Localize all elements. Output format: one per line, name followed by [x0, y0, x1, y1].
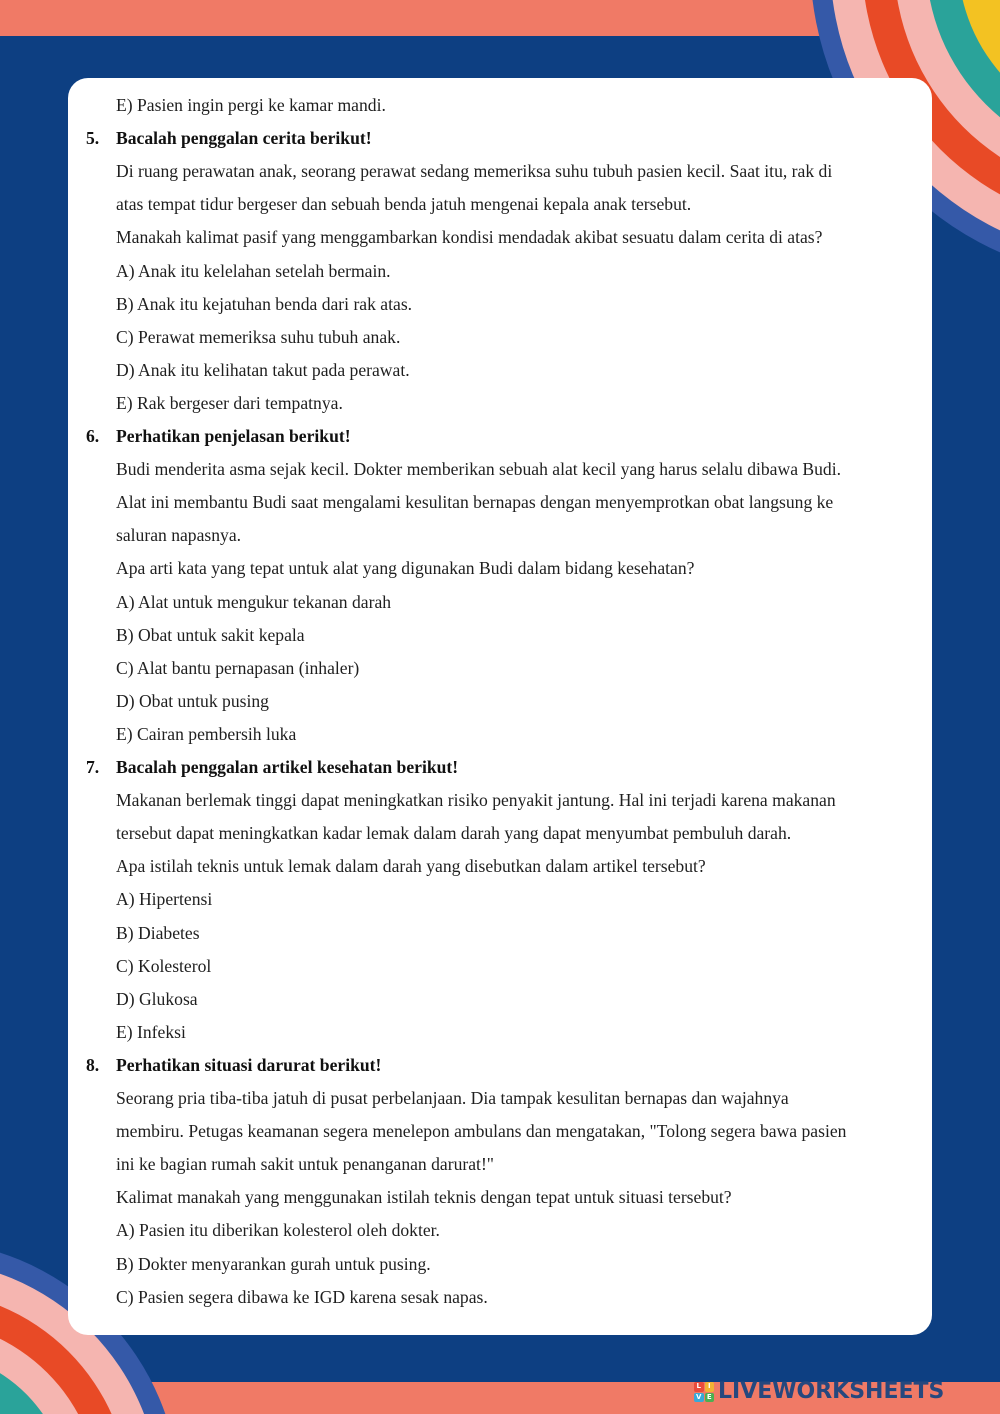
text-line: [116, 1219, 916, 1241]
line-text: C) Pasien segera dibawa ke IGD karena sesak napas.: [116, 1286, 488, 1307]
brand-name: LIVEWORKSHEETS: [718, 1379, 945, 1404]
text-line: [116, 822, 916, 844]
logo-tile: I: [705, 1382, 715, 1392]
text-line: [116, 359, 916, 381]
line-text: B) Anak itu kejatuhan benda dari rak atas.: [116, 293, 413, 314]
line-text: B) Diabetes: [116, 922, 200, 943]
line-text: E) Rak bergeser dari tempatnya.: [116, 392, 343, 413]
question-title: Bacalah penggalan artikel kesehatan berikut!: [116, 757, 459, 777]
text-line: [116, 657, 916, 679]
text-line: [116, 557, 916, 579]
text-line: [116, 458, 916, 480]
logo-tile: L: [694, 1382, 704, 1392]
line-text: A) Alat untuk mengukur tekanan darah: [116, 591, 392, 612]
question-title: Perhatikan penjelasan berikut!: [116, 426, 351, 446]
text-line: [116, 690, 916, 712]
text-line: [116, 193, 916, 215]
line-text: D) Obat untuk pusing: [116, 690, 269, 711]
line-text: A) Pasien itu diberikan kolesterol oleh dokter.: [116, 1220, 440, 1241]
question-number: 8.: [86, 1054, 100, 1075]
liveworksheets-brand[interactable]: [694, 1378, 944, 1406]
line-text: E) Pasien ingin pergi ke kamar mandi.: [116, 95, 386, 115]
line-text: Seorang pria tiba-tiba jatuh di pusat perbelanjaan. Dia tampak kesulitan bernapas dan wajahnya: [116, 1088, 789, 1108]
text-line: [116, 1021, 916, 1043]
question-number: 6.: [86, 426, 100, 446]
text-line: [116, 955, 916, 977]
text-line: [116, 260, 916, 282]
line-text: ini ke bagian rumah sakit untuk penanganan darurat!": [116, 1154, 494, 1175]
text-line: [116, 1186, 916, 1208]
text-line: [116, 1087, 916, 1109]
line-text: C) Kolesterol: [116, 955, 212, 976]
text-line: [116, 1120, 916, 1142]
text-line: [116, 591, 916, 613]
line-text: D) Anak itu kelihatan takut pada perawat.: [116, 359, 410, 380]
line-text: A) Anak itu kelelahan setelah bermain.: [116, 260, 391, 281]
text-line: [116, 326, 916, 348]
logo-tile: E: [705, 1393, 715, 1403]
line-text: Makanan berlemak tinggi dapat meningkatkan risiko penyakit jantung. Hal ini terjadi karena makanan: [116, 790, 836, 811]
question-number: 7.: [86, 757, 100, 777]
question-heading: [86, 127, 916, 149]
question-number: 5.: [86, 128, 100, 149]
text-line: [116, 293, 916, 315]
line-text: C) Perawat memeriksa suhu tubuh anak.: [116, 326, 401, 347]
question-heading: [86, 1054, 916, 1076]
text-line: [116, 491, 916, 513]
line-text: Alat ini membantu Budi saat mengalami kesulitan bernapas dengan menyemprotkan obat langsung ke: [116, 492, 834, 513]
text-line: [116, 855, 916, 877]
text-line: [116, 1253, 916, 1275]
text-line: [116, 888, 916, 910]
text-line: [116, 624, 916, 646]
text-line: [116, 1286, 916, 1308]
line-text: atas tempat tidur bergeser dan sebuah benda jatuh mengenai kepala anak tersebut.: [116, 194, 692, 215]
line-text: saluran napasnya.: [116, 525, 242, 546]
text-line: [116, 789, 916, 811]
line-text: C) Alat bantu pernapasan (inhaler): [116, 657, 360, 678]
line-text: B) Obat untuk sakit kepala: [116, 624, 305, 645]
worksheet-card: [68, 78, 932, 1335]
text-line: [116, 723, 916, 745]
line-text: E) Infeksi: [116, 1021, 186, 1042]
liveworksheets-logo-icon: [694, 1382, 714, 1402]
text-line: [116, 922, 916, 944]
text-line: [116, 524, 916, 546]
line-text: D) Glukosa: [116, 988, 198, 1009]
text-line: [116, 1153, 916, 1175]
text-line: [116, 392, 916, 414]
text-line: [116, 160, 916, 182]
question-heading: [86, 425, 916, 447]
line-text: tersebut dapat meningkatkan kadar lemak dalam darah yang dapat menyumbat pembuluh darah.: [116, 823, 792, 844]
line-text: membiru. Petugas keamanan segera menelepon ambulans dan mengatakan, "Tolong segera bawa pasien: [116, 1121, 847, 1142]
question-title: Perhatikan situasi darurat berikut!: [116, 1054, 382, 1075]
text-line: [116, 988, 916, 1010]
text-line: [116, 94, 916, 116]
logo-tile: V: [694, 1393, 704, 1403]
text-line: [116, 226, 916, 248]
line-text: A) Hipertensi: [116, 889, 213, 910]
line-text: Kalimat manakah yang menggunakan istilah teknis dengan tepat untuk situasi tersebut?: [116, 1187, 732, 1208]
line-text: Budi menderita asma sejak kecil. Dokter memberikan sebuah alat kecil yang harus selalu dibawa Budi.: [116, 459, 842, 480]
line-text: B) Dokter menyarankan gurah untuk pusing.: [116, 1253, 431, 1274]
line-text: E) Cairan pembersih luka: [116, 723, 297, 744]
line-text: Manakah kalimat pasif yang menggambarkan kondisi mendadak akibat sesuatu dalam cerita di atas?: [116, 227, 823, 248]
line-text: Di ruang perawatan anak, seorang perawat sedang memeriksa suhu tubuh pasien kecil. Saat itu, rak di: [116, 161, 833, 182]
question-title: Bacalah penggalan cerita berikut!: [116, 128, 372, 149]
line-text: Apa istilah teknis untuk lemak dalam darah yang disebutkan dalam artikel tersebut?: [116, 856, 706, 877]
line-text: Apa arti kata yang tepat untuk alat yang digunakan Budi dalam bidang kesehatan?: [116, 558, 695, 579]
question-heading: [86, 756, 916, 778]
